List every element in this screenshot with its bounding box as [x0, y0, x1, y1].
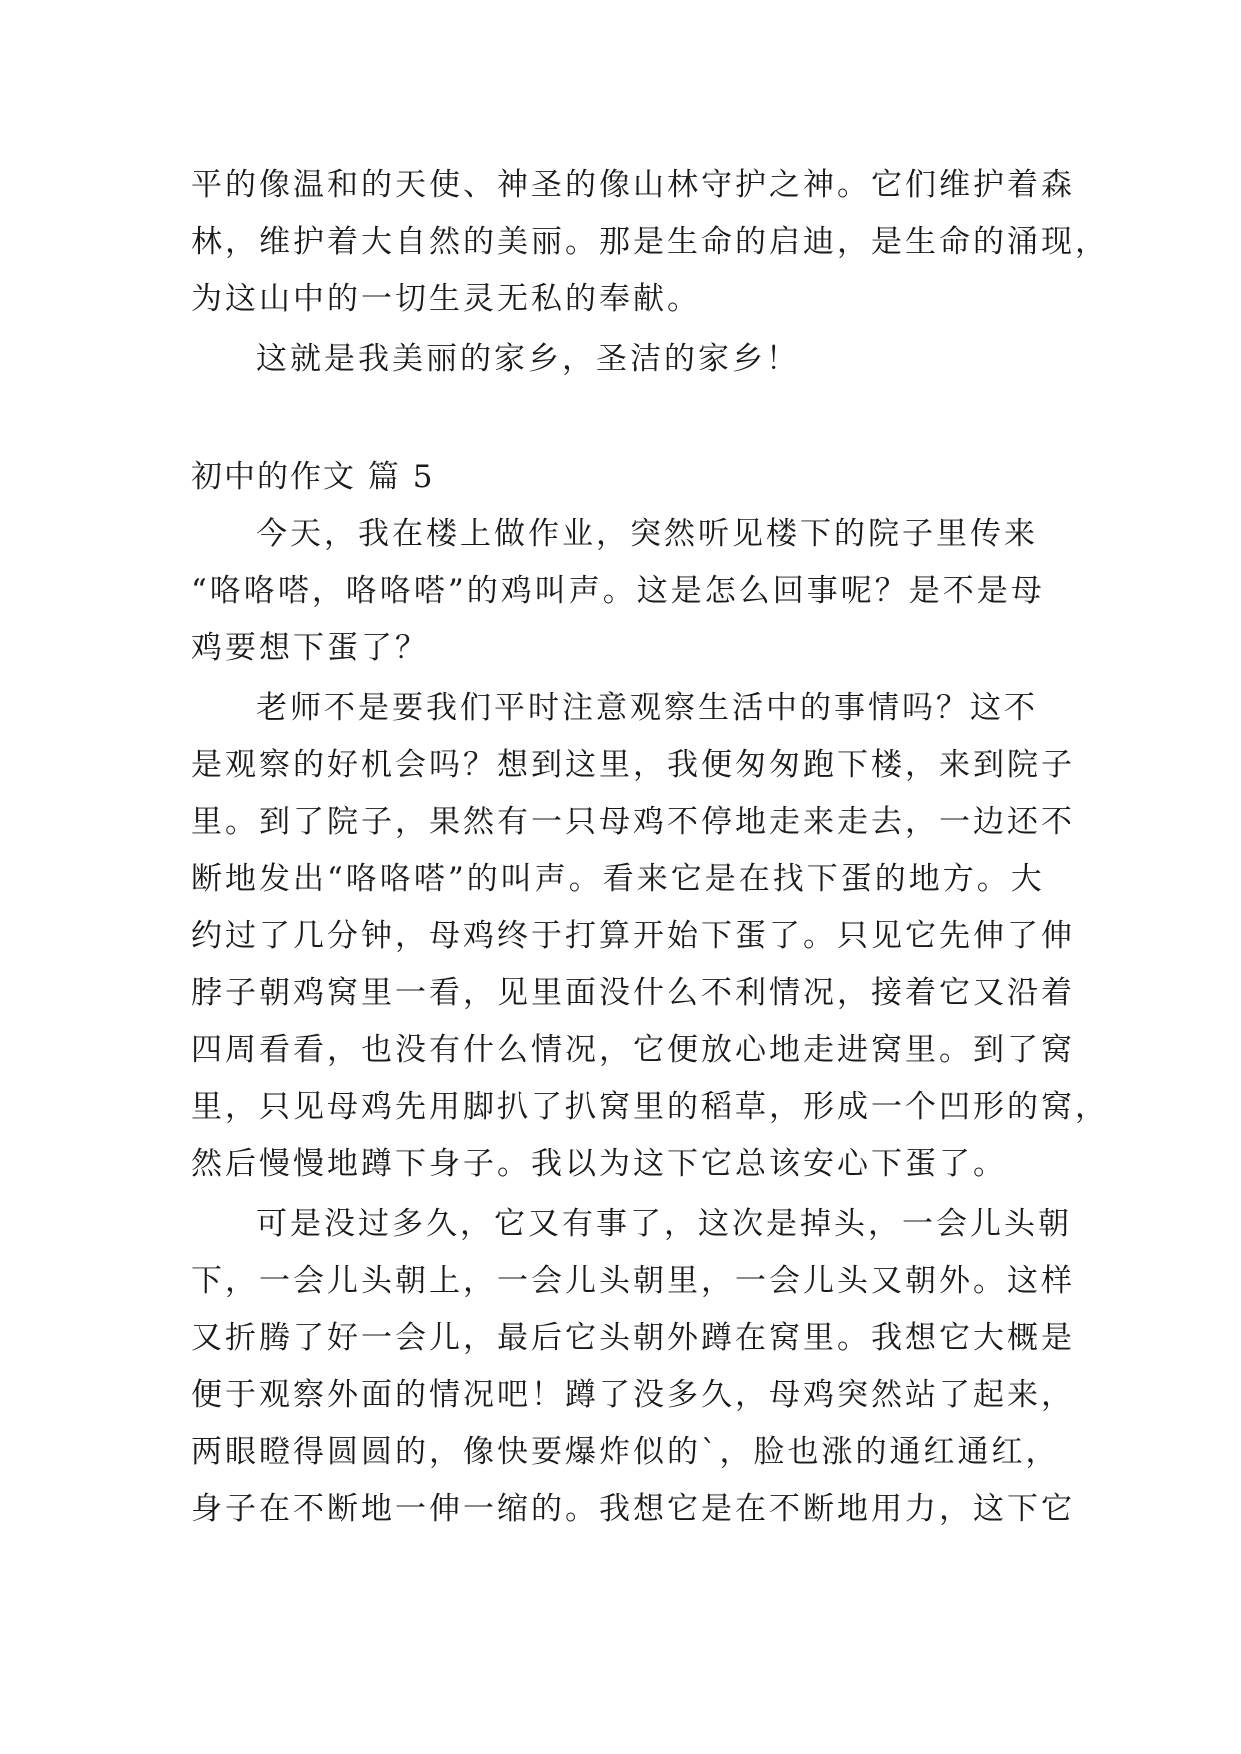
text-line: 里。到了院子，果然有一只母鸡不停地走来走去，一边还不	[191, 804, 1075, 840]
text-line: 鸡要想下蛋了？	[191, 630, 429, 666]
text-line: 脖子朝鸡窝里一看，见里面没什么不利情况，接着它又沿着	[191, 975, 1075, 1011]
text-line: 里，只见母鸡先用脚扒了扒窝里的稻草，形成一个凹形的窝，	[191, 1089, 1109, 1125]
text-line: 两眼瞪得圆圆的，像快要爆炸似的`，脸也涨的通红通红，	[191, 1434, 1060, 1470]
text-line: “咯咯嗒，咯咯嗒”的鸡叫声。这是怎么回事呢？是不是母	[191, 573, 1045, 609]
text-line: 然后慢慢地蹲下身子。我以为这下它总该安心下蛋了。	[191, 1146, 1007, 1182]
text-line: 林，维护着大自然的美丽。那是生命的启迪，是生命的涌现，	[191, 224, 1109, 260]
text-line: 又折腾了好一会儿，最后它头朝外蹲在窝里。我想它大概是	[191, 1320, 1075, 1356]
text-line: 断地发出“咯咯嗒”的叫声。看来它是在找下蛋的地方。大	[191, 861, 1045, 897]
text-line: 下，一会儿头朝上，一会儿头朝里，一会儿头又朝外。这样	[191, 1263, 1075, 1299]
text-line: 平的像温和的天使、神圣的像山林守护之神。它们维护着森	[191, 167, 1075, 203]
text-line: 这就是我美丽的家乡，圣洁的家乡！	[256, 341, 800, 377]
text-line: 老师不是要我们平时注意观察生活中的事情吗？这不	[256, 690, 1038, 726]
text-line: 便于观察外面的情况吧！蹲了没多久，母鸡突然站了起来，	[191, 1377, 1075, 1413]
text-line: 四周看看，也没有什么情况，它便放心地走进窝里。到了窝	[191, 1032, 1075, 1068]
text-line: 约过了几分钟，母鸡终于打算开始下蛋了。只见它先伸了伸	[191, 918, 1075, 954]
section-heading: 初中的作文 篇 5	[191, 459, 435, 495]
text-line: 是观察的好机会吗？想到这里，我便匆匆跑下楼，来到院子	[191, 747, 1075, 783]
text-line: 身子在不断地一伸一缩的。我想它是在不断地用力，这下它	[191, 1491, 1075, 1527]
text-line: 可是没过多久，它又有事了，这次是掉头，一会儿头朝	[256, 1206, 1072, 1242]
text-line: 今天，我在楼上做作业，突然听见楼下的院子里传来	[256, 516, 1038, 552]
text-line: 为这山中的一切生灵无私的奉献。	[191, 281, 701, 317]
